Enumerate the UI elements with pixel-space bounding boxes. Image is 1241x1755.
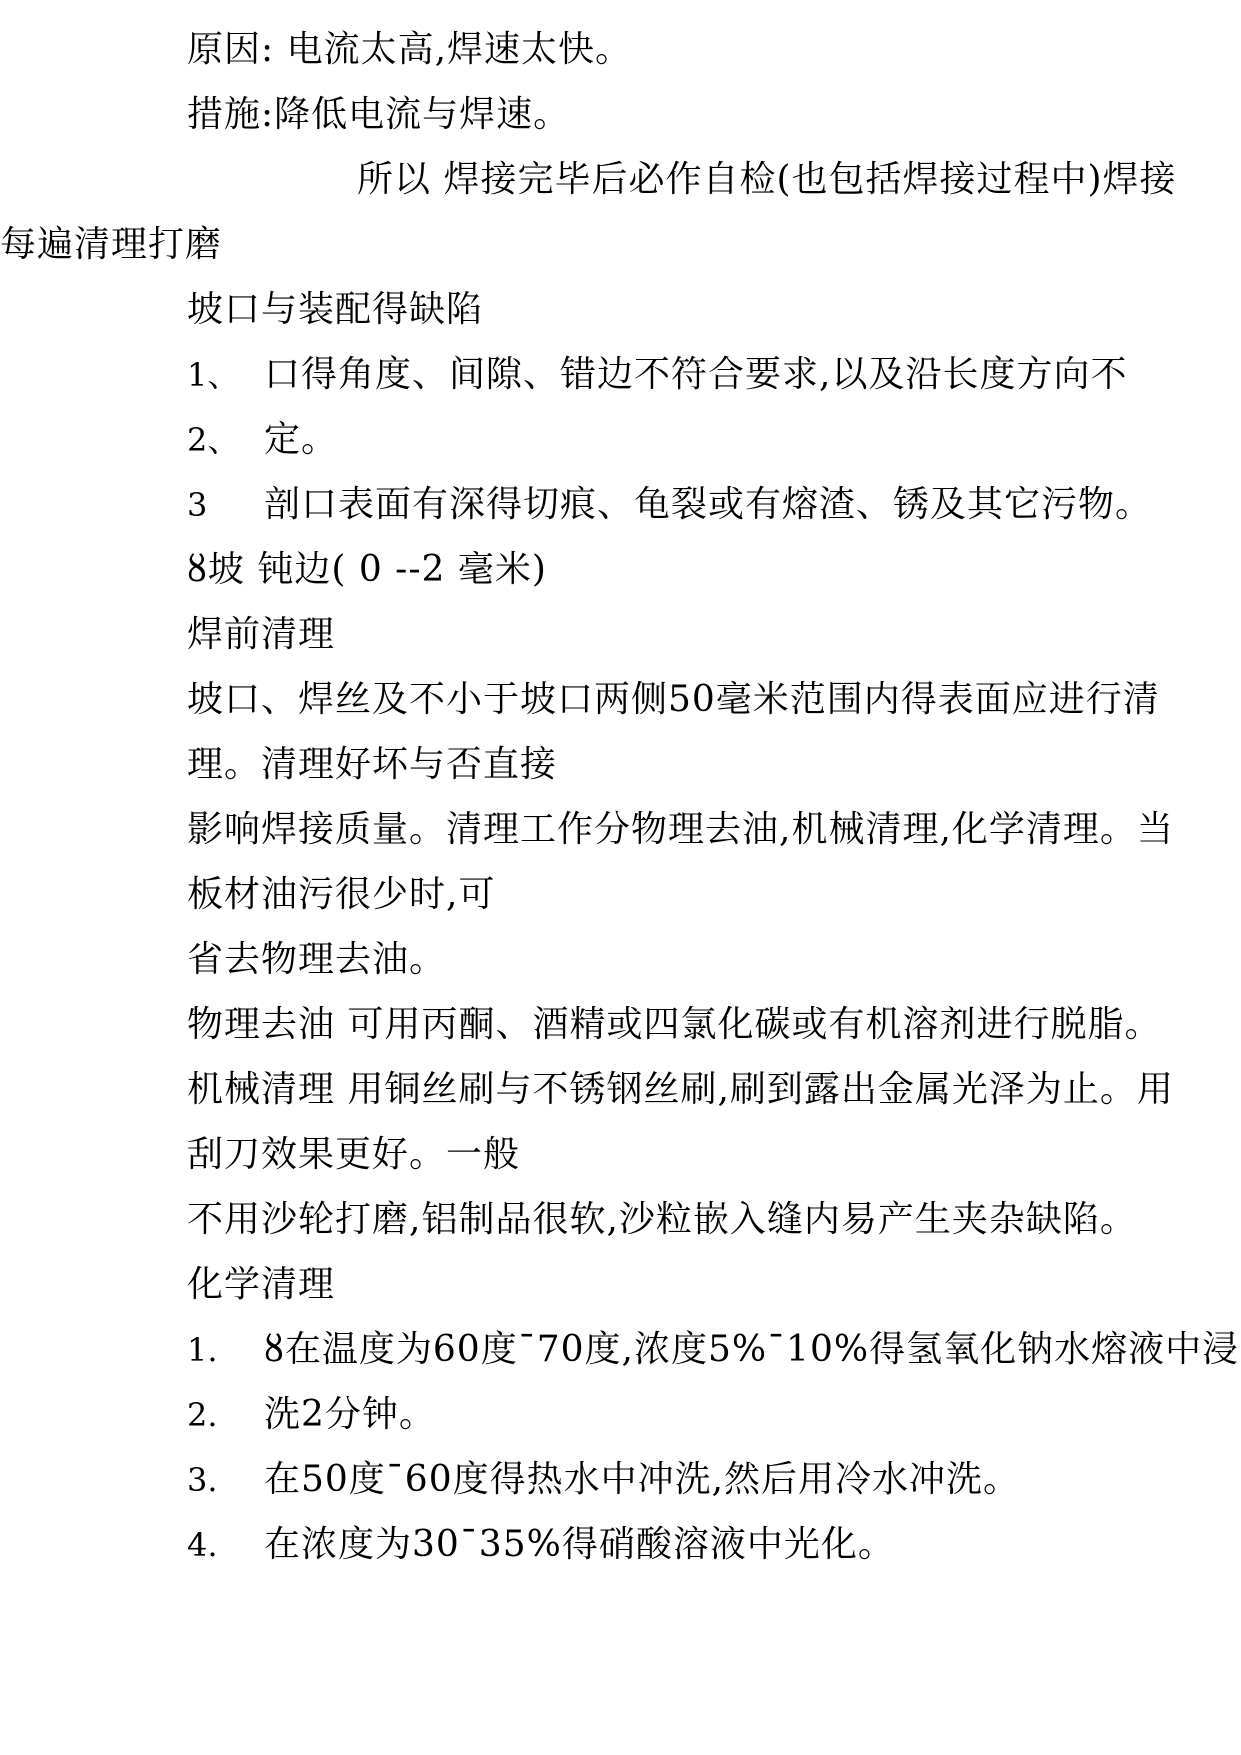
paragraph-line: 每遍清理打磨: [0, 224, 223, 265]
paragraph-line: 刮刀效果更好。一般: [187, 1134, 521, 1175]
list-number: 4.: [187, 1526, 218, 1564]
paragraph-line: 不用沙轮打磨,铝制品很软,沙粒嵌入缝内易产生夹杂缺陷。: [187, 1199, 1137, 1240]
paragraph-line: 物理去油 可用丙酮、酒精或四氯化碳或有机溶剂进行脱脂。: [187, 1004, 1162, 1045]
list-item-text: 口得角度、间隙、错边不符合要求,以及沿长度方向不: [264, 354, 1128, 395]
list-number: 3.: [187, 1461, 218, 1499]
paragraph-line: 坡口、焊丝及不小于坡口两侧50毫米范围内得表面应进行清: [187, 679, 1160, 720]
list-number: 1、: [187, 356, 240, 394]
paragraph-line: 省去物理去油。: [187, 939, 447, 980]
measure-line: 措施:降低电流与焊速。: [187, 94, 571, 135]
list-number: 2.: [187, 1396, 218, 1434]
paragraph-line: 理。清理好坏与否直接: [187, 744, 558, 785]
cause-line: 原因: 电流太高,焊速太快。: [187, 29, 633, 70]
section-heading: 坡口与装配得缺陷: [187, 289, 484, 330]
paragraph-line: ȣ坡 钝边( 0 --2 毫米): [187, 549, 547, 590]
list-item-text: 在50度¯60度得热水中冲洗,然后用冷水冲洗。: [264, 1459, 1021, 1500]
list-number: 1.: [187, 1331, 218, 1369]
section-heading: 化学清理: [187, 1264, 336, 1305]
paragraph-line: 所以 焊接完毕后必作自检(也包括焊接过程中)焊接: [357, 159, 1177, 200]
paragraph-line: 板材油污很少时,可: [187, 874, 496, 915]
list-number: 2、: [187, 421, 240, 459]
paragraph-line: 机械清理 用铜丝刷与不锈钢丝刷,刷到露出金属光泽为止。用: [187, 1069, 1174, 1110]
list-item-text: 剖口表面有深得切痕、龟裂或有熔渣、锈及其它污物。: [264, 484, 1153, 525]
list-item-text: ȣ在温度为60度¯70度,浓度5%¯10%得氢氧化钠水熔液中浸: [264, 1329, 1240, 1370]
list-item-text: 洗2分钟。: [264, 1394, 436, 1435]
list-number: 3: [187, 486, 208, 524]
list-item-text: 定。: [264, 419, 339, 460]
section-heading: 焊前清理: [187, 614, 336, 655]
paragraph-line: 影响焊接质量。清理工作分物理去油,机械清理,化学清理。当: [187, 809, 1174, 850]
list-item-text: 在浓度为30¯35%得硝酸溶液中光化。: [264, 1524, 895, 1565]
